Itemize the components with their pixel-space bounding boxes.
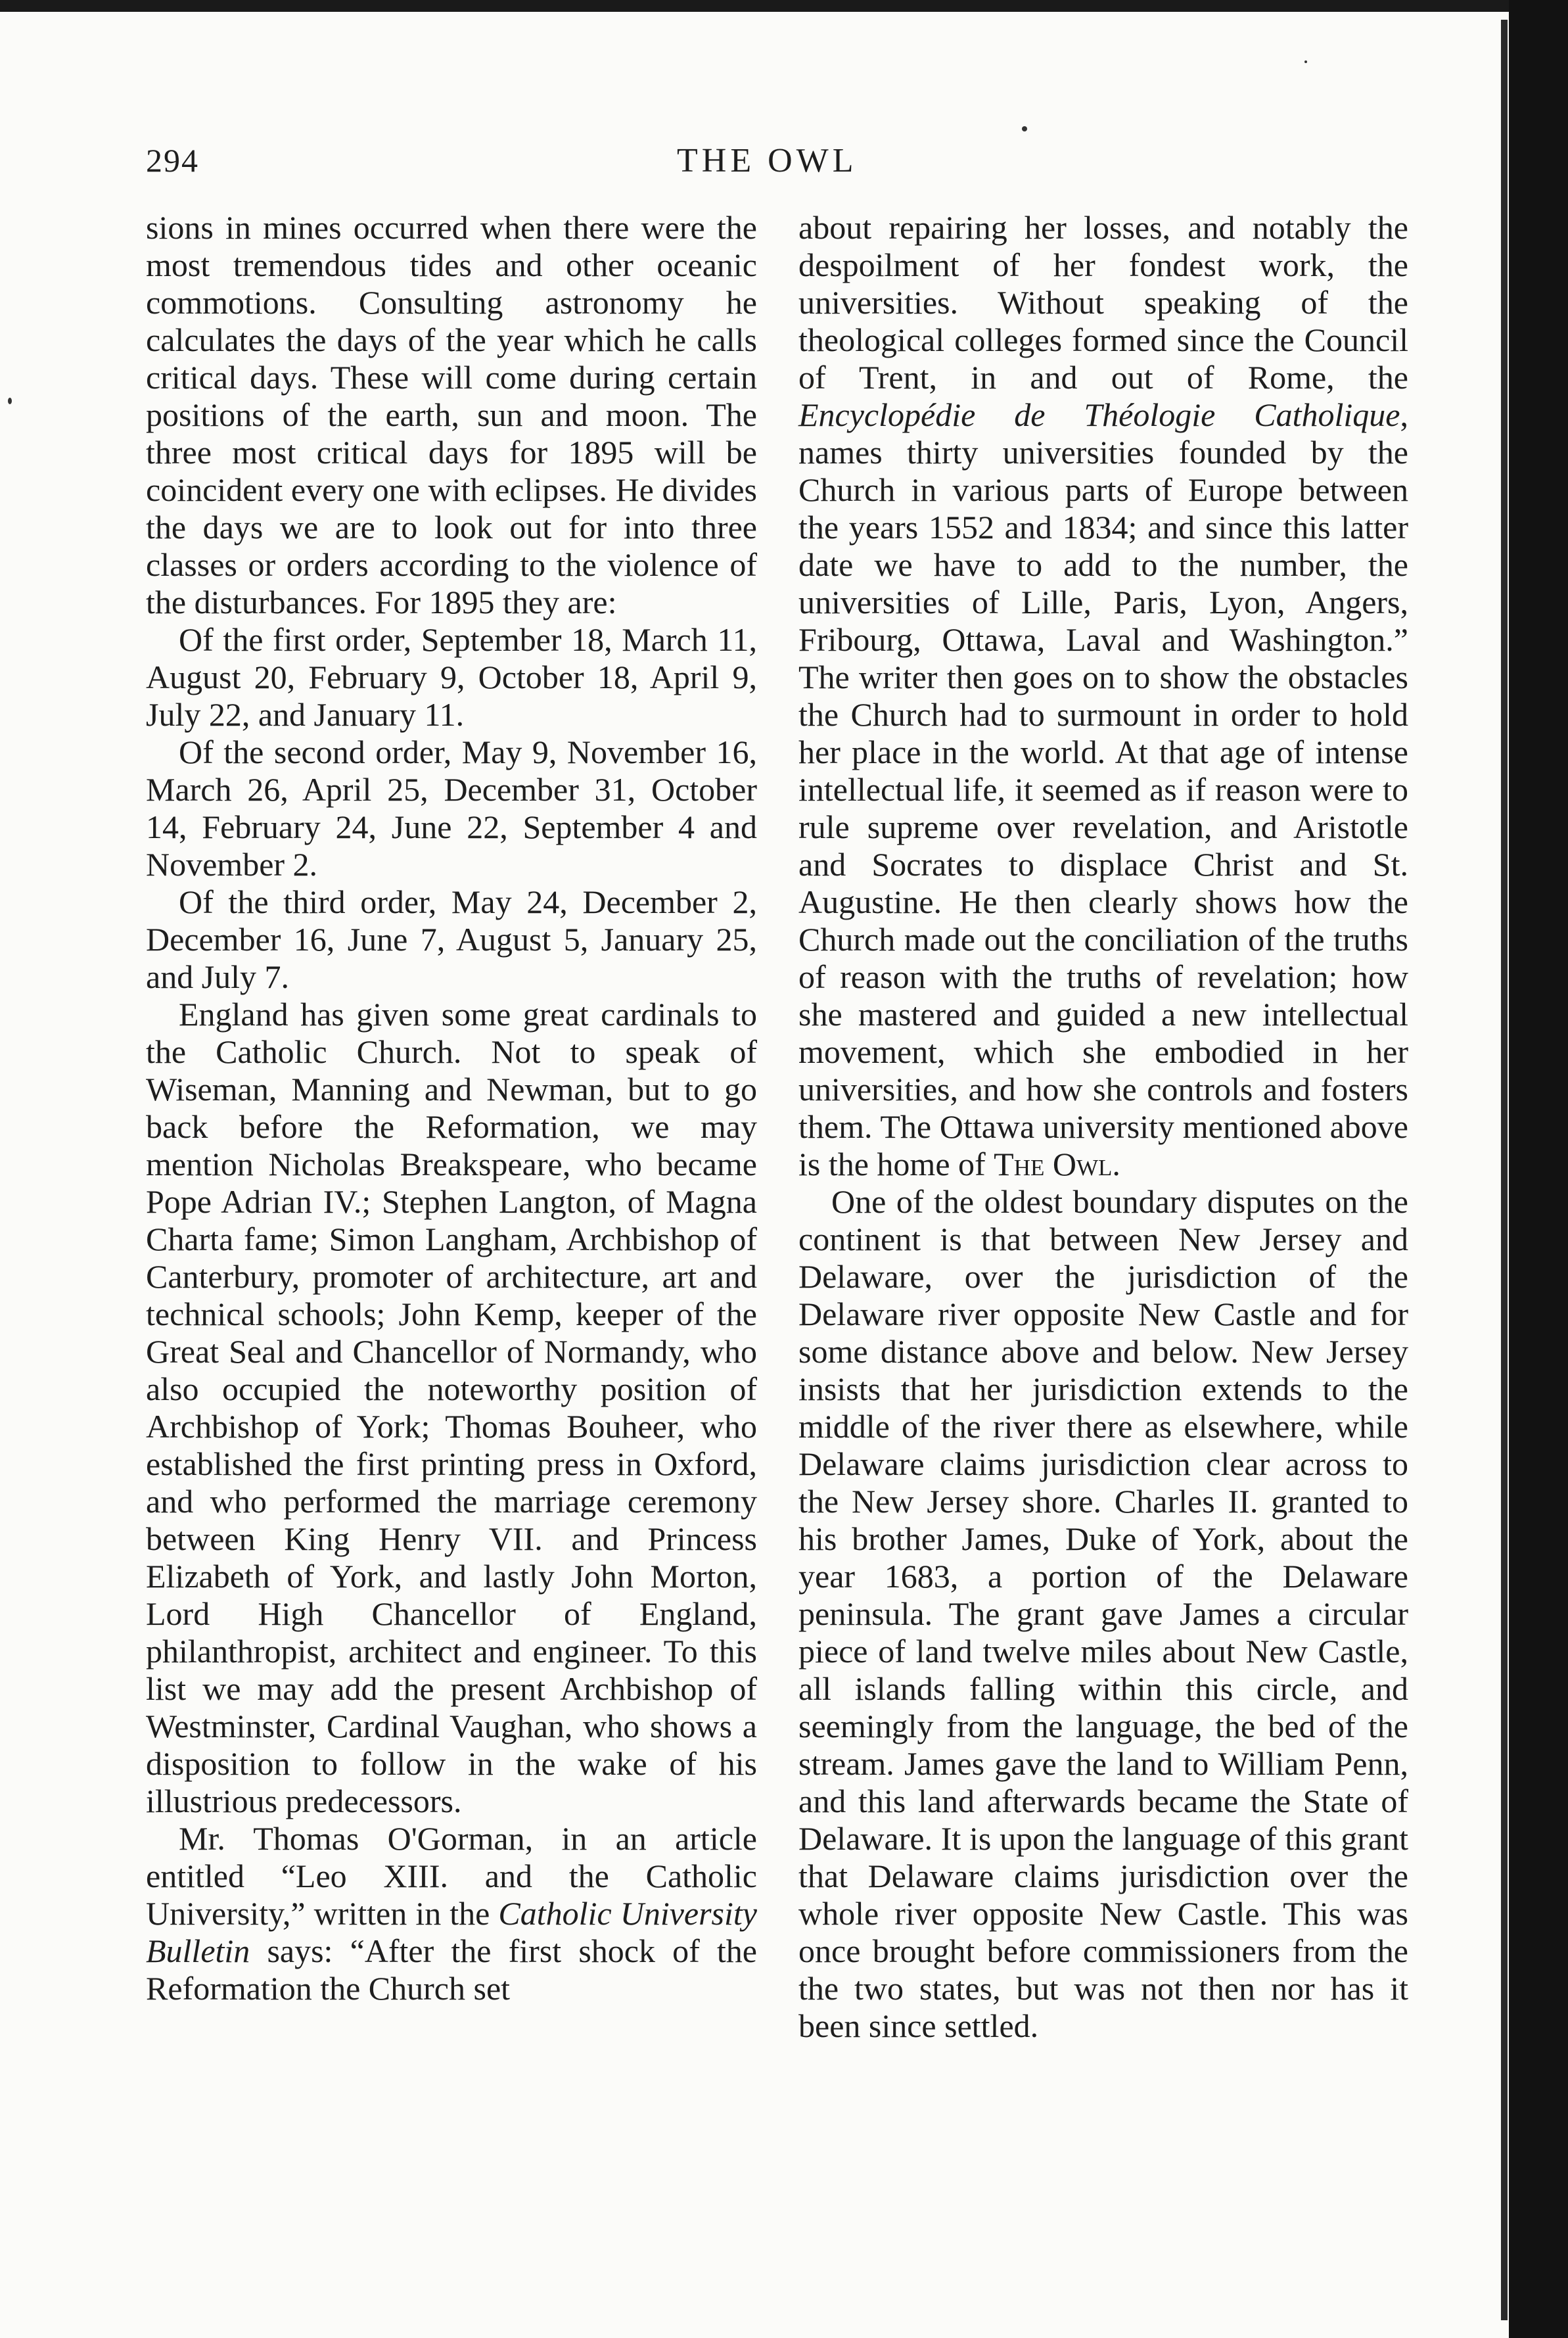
universities-text-b: , names thirty universities founded by the Church in various parts of Europe between the years 1552 and 1834; and since this latter date we have to add to the number, the universities of Lille, Paris, Lyon, Angers, Fribourg, Ottawa, Laval and Washington.” The writer then goes on to show the obstacles the Church had to surmount in order to hold her place in the world. At that age of intense intellectual life, it seemed as if reason were to rule supreme over revelation, and Aristotle and Socrates to displace Christ and St. Augustine. He then clearly shows how the Church made out the conciliation of the truths of reason with the truths of revelation; how she mastered and guided a new intellectual movement, which she embodied in her universities, and how she controls and fosters them. The Ottawa university mentioned above is the home of [798,396,1408,1182]
ogorman-text-a: Mr. Thomas O'Gorman, in an article entitled “Leo XIII. and the Catholic University,” written in the [146,1820,757,1932]
universities-text-a: about repairing her losses, and notably the despoilment of her fondest work, the universities. Without speaking of the theological colleges formed since the Council of Trent, in and out of Rome, the [798,209,1408,396]
page-edge-shadow [1509,0,1568,2338]
print-speck [8,398,12,404]
left-column [146,209,757,2007]
paragraph-universities [798,209,1408,1183]
ogorman-text-b: says: “After the first shock of the Reformation the Church set [146,1932,757,2007]
universities-text-end: . [1112,1146,1120,1182]
third-order-dates: Of the third order, May 24, December 2, December 16, June 7, August 5, January 25, and July 7. [146,883,757,995]
paragraph-ogorman [146,1820,757,2007]
running-title: THE OWL [677,142,858,179]
page-number: 294 [146,142,199,179]
bulletin-title: Catholic University Bulletin [146,1895,757,1969]
print-speck [1304,60,1307,63]
second-order-dates: Of the second order, May 9, November 16, March 26, April 25, December 31, October 14, February 24, June 22, September 4 and November 2. [146,734,757,883]
paragraph-critical-days: sions in mines occurred when there were the most tremendous tides and other oceanic commotions. Consulting astronomy he calculates the days of the year which he calls critical days. These will come during certain positions of the earth, sun and moon. The three most critical days for 1895 will be coincident every one with eclipses. He divides the days we are to look out for into three classes or orders according to the violence of the disturbances. For 1895 they are: [146,209,757,620]
the-owl-smallcaps: The Owl [994,1146,1113,1182]
page-edge-line [1501,20,1508,2320]
first-order-dates: Of the first order, September 18, March 11, August 20, February 9, October 18, April 9, July 22, and January 11. [146,621,757,733]
right-column [798,209,1408,2045]
print-speck [1022,126,1027,131]
paragraph-english-cardinals: England has given some great cardinals to the Catholic Church. Not to speak of Wiseman, Manning and Newman, but to go back before the Reformation, we may mention Nicholas Breakspeare, who became Pope Adrian IV.; Stephen Langton, of Magna Charta fame; Simon Langham, Archbishop of Canterbury, promoter of architecture, art and technical schools; John Kemp, keeper of the Great Seal and Chancellor of Normandy, who also occupied the noteworthy position of Archbishop of York; Thomas Bouheer, who established the first printing press in Oxford, and who performed the marriage ceremony between King Henry VII. and Princess Elizabeth of York, and lastly John Morton, Lord High Chancellor of England, philanthropist, architect and engineer. To this list we may add the present Archbishop of Westminster, Cardinal Vaughan, who shows a disposition to follow in the wake of his illustrious predecessors. [146,996,757,1819]
paragraph-boundary-dispute: One of the oldest boundary disputes on the continent is that between New Jersey and Delaware, over the jurisdiction of the Delaware river opposite New Castle and for some distance above and below. New Jersey insists that her jurisdiction extends to the middle of the river there as elsewhere, while Delaware claims jurisdiction clear across to the New Jersey shore. Charles II. granted to his brother James, Duke of York, about the year 1683, a portion of the Delaware peninsula. The grant gave James a circular piece of land twelve miles about New Castle, all islands falling within this circle, and seemingly from the language, the bed of the stream. James gave the land to William Penn, and this land afterwards became the State of Delaware. It is upon the language of this grant that Delaware claims jurisdiction over the whole river opposite New Castle. This was once brought before commissioners from the the two states, but was not then nor has it been since settled. [798,1183,1408,2044]
encyclopedie-title: Encyclopédie de Théologie Catholique [798,396,1400,433]
top-border-rule [0,0,1531,12]
page-header [0,141,1509,194]
